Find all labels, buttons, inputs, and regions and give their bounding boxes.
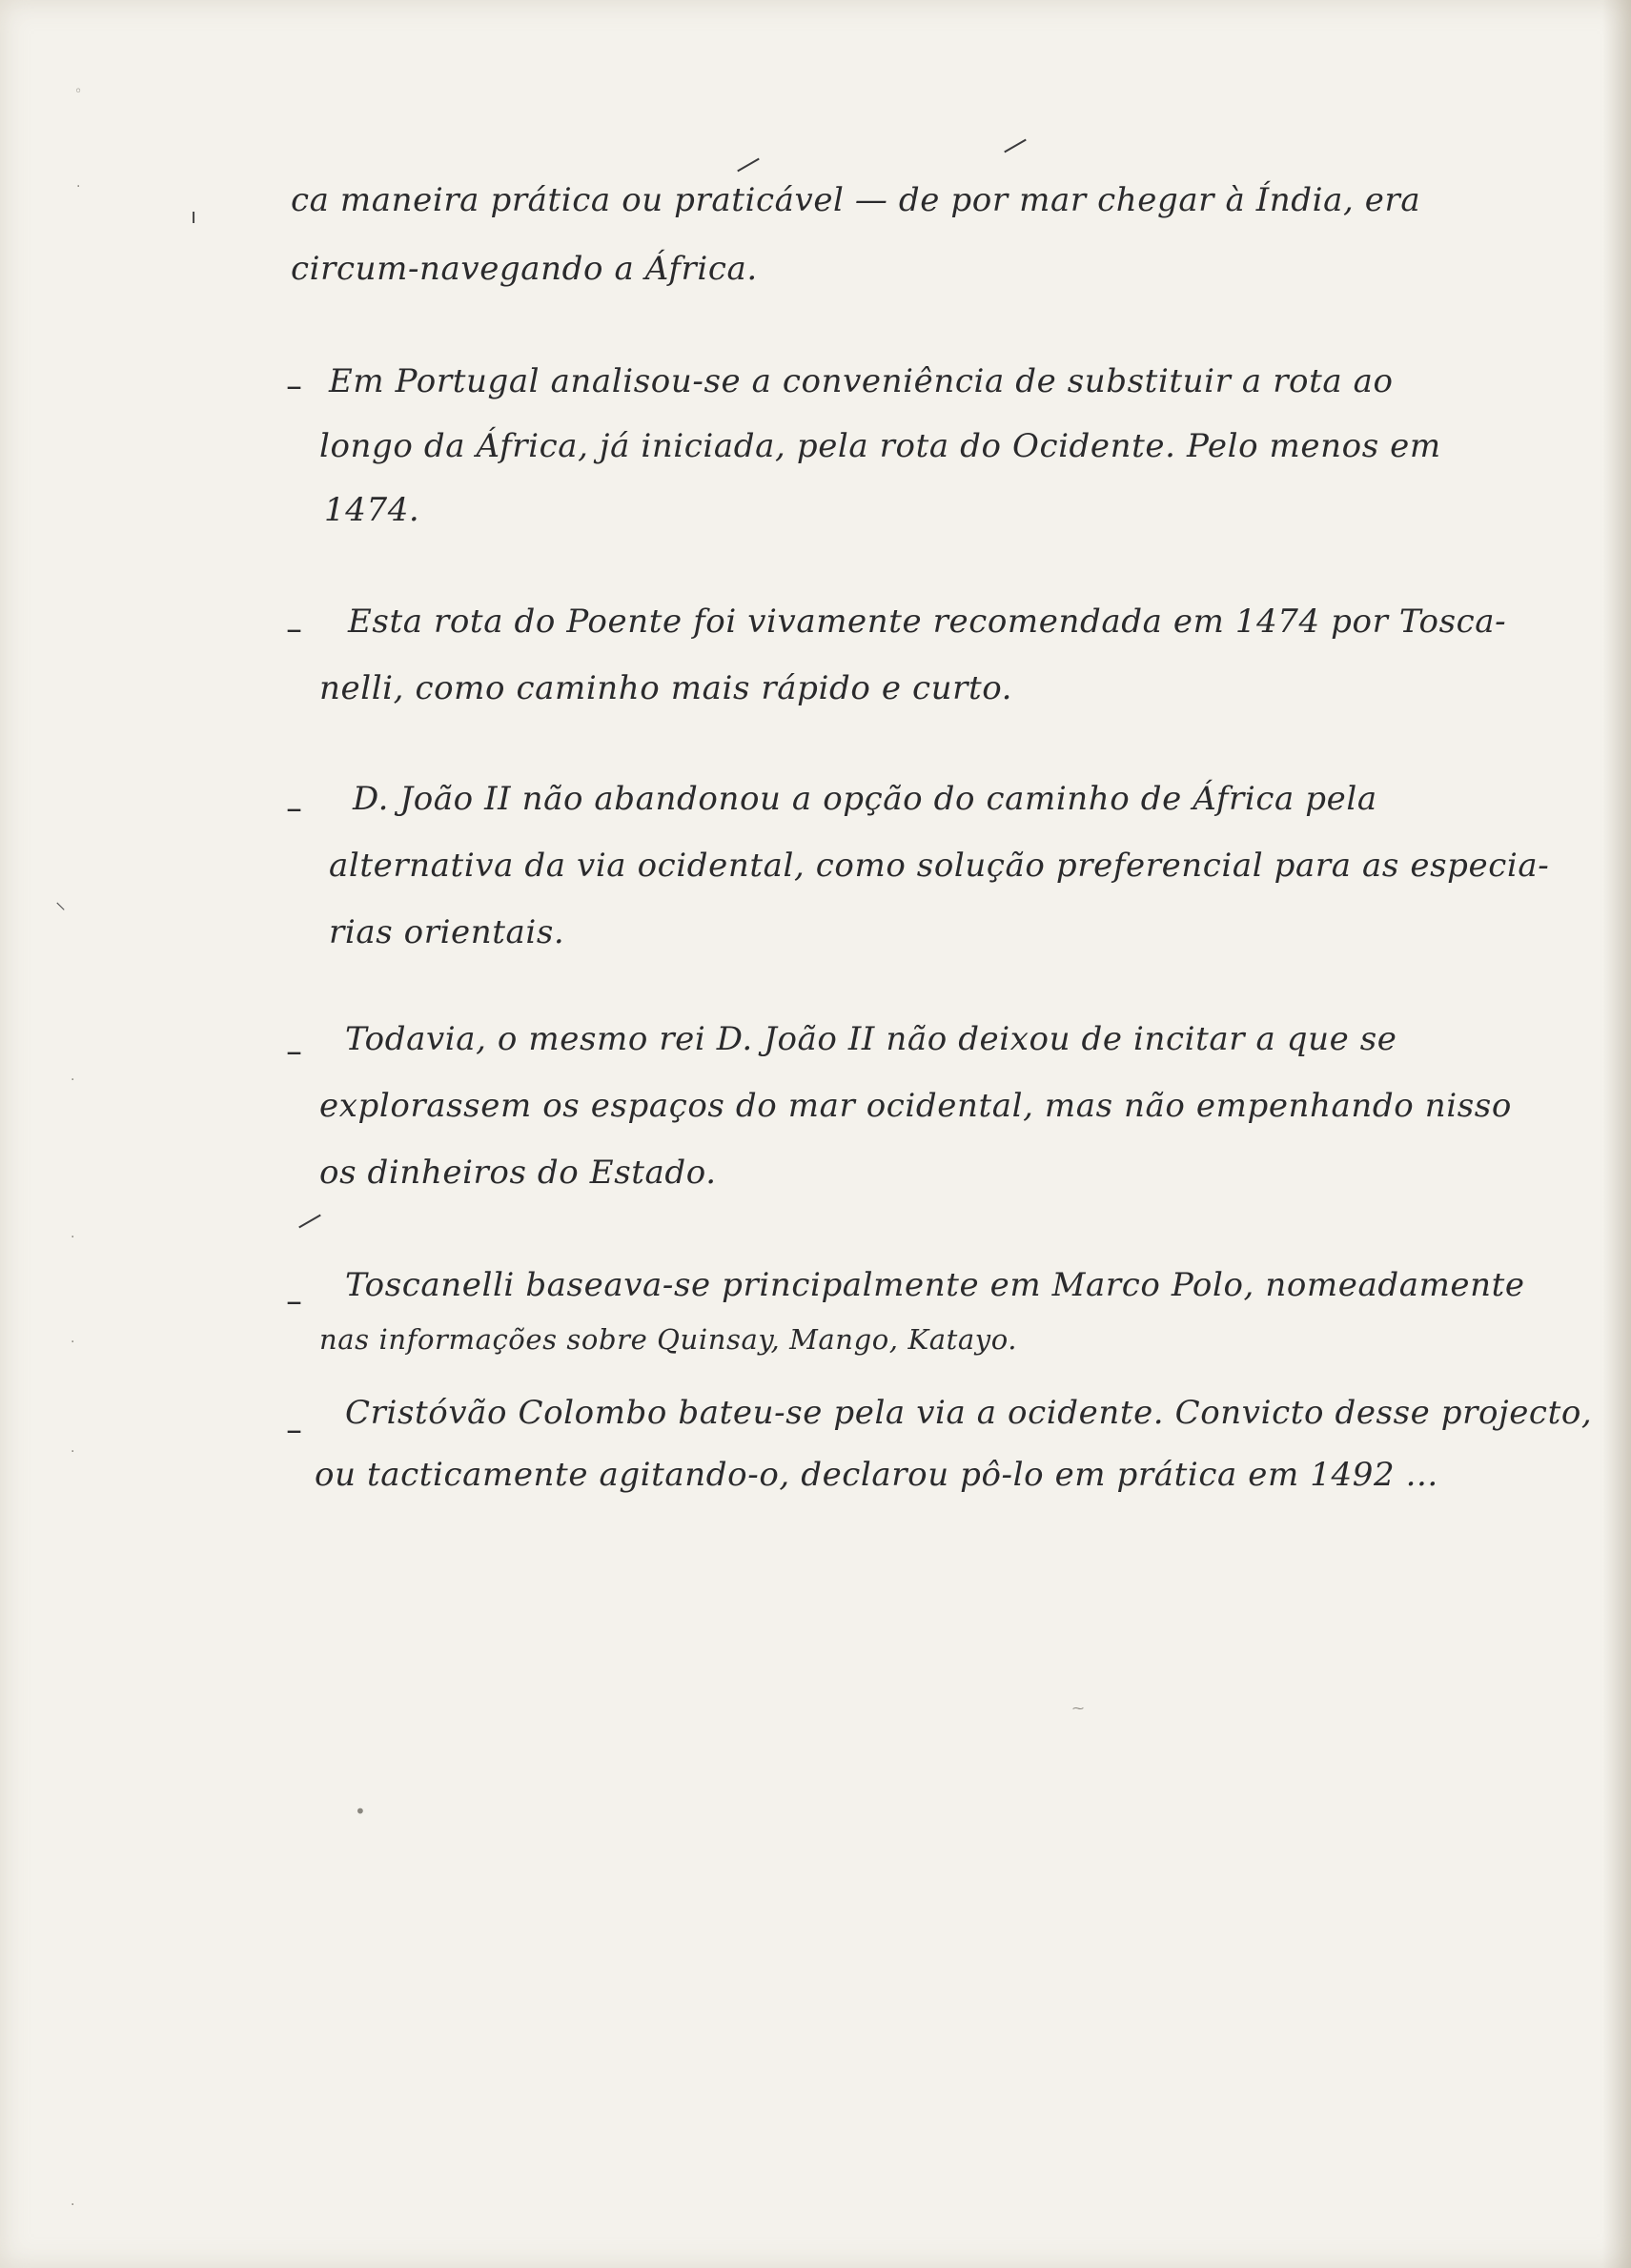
item-line: Todavia, o mesmo rei D. João II não deixou de incitar a que se (345, 1020, 1397, 1058)
item-line: Toscanelli baseava-se principalmente em Marco Polo, nomeadamente (345, 1266, 1525, 1304)
item-line: explorassem os espaços do mar ocidental, mas não empenhando nisso (319, 1087, 1512, 1125)
margin-mark: ◦ (74, 84, 83, 99)
item-line: D. João II não abandonou a opção do caminho de África pela (353, 780, 1377, 818)
item-line: rias orientais. (329, 913, 565, 951)
margin-mark: • (355, 1800, 366, 1823)
item-line: ou tacticamente agitando-o, declarou pô-lo em prática em 1492 ... (315, 1456, 1438, 1494)
bullet-dash: – (286, 789, 302, 828)
bullet-dash: – (286, 1282, 302, 1320)
margin-mark: · (71, 2197, 75, 2213)
margin-mark: · (71, 1335, 75, 1350)
item-line: alternativa da via ocidental, como solução preferencial para as especia- (329, 847, 1550, 885)
item-line: Cristóvão Colombo bateu-se pela via a ocidente. Convicto desse projecto, (345, 1394, 1593, 1432)
intro-line: ca maneira prática ou praticável — de por mar chegar à Índia, era (291, 181, 1421, 219)
item-line: Em Portugal analisou-se a conveniência de substituir a rota ao (329, 362, 1394, 400)
pen-stroke (1004, 139, 1027, 153)
pen-stroke (298, 1215, 321, 1229)
margin-mark: · (76, 179, 81, 194)
margin-mark: · (71, 1444, 75, 1460)
margin-mark: · (71, 1230, 75, 1245)
margin-mark: · (71, 1073, 75, 1088)
margin-mark: ⁓ (1072, 1702, 1084, 1715)
intro-line: circum-navegando a África. (291, 250, 758, 288)
item-line: nas informações sobre Quinsay, Mango, Katayo. (319, 1323, 1018, 1356)
item-line: 1474. (324, 491, 420, 529)
bullet-dash: – (286, 367, 302, 405)
item-line: os dinheiros do Estado. (319, 1154, 717, 1192)
bullet-dash: – (286, 1032, 302, 1071)
page-edge-shadow (1602, 0, 1631, 2268)
item-line: Esta rota do Poente foi vivamente recomendada em 1474 por Tosca- (348, 603, 1507, 641)
pen-stroke (737, 158, 760, 173)
margin-mark: ı (191, 205, 197, 229)
margin-mark: ⸜ (55, 890, 67, 914)
item-line: longo da África, já iniciada, pela rota do Ocidente. Pelo menos em (319, 427, 1441, 465)
bullet-dash: – (286, 610, 302, 648)
item-line: nelli, como caminho mais rápido e curto. (319, 669, 1013, 707)
bullet-dash: – (286, 1411, 302, 1449)
